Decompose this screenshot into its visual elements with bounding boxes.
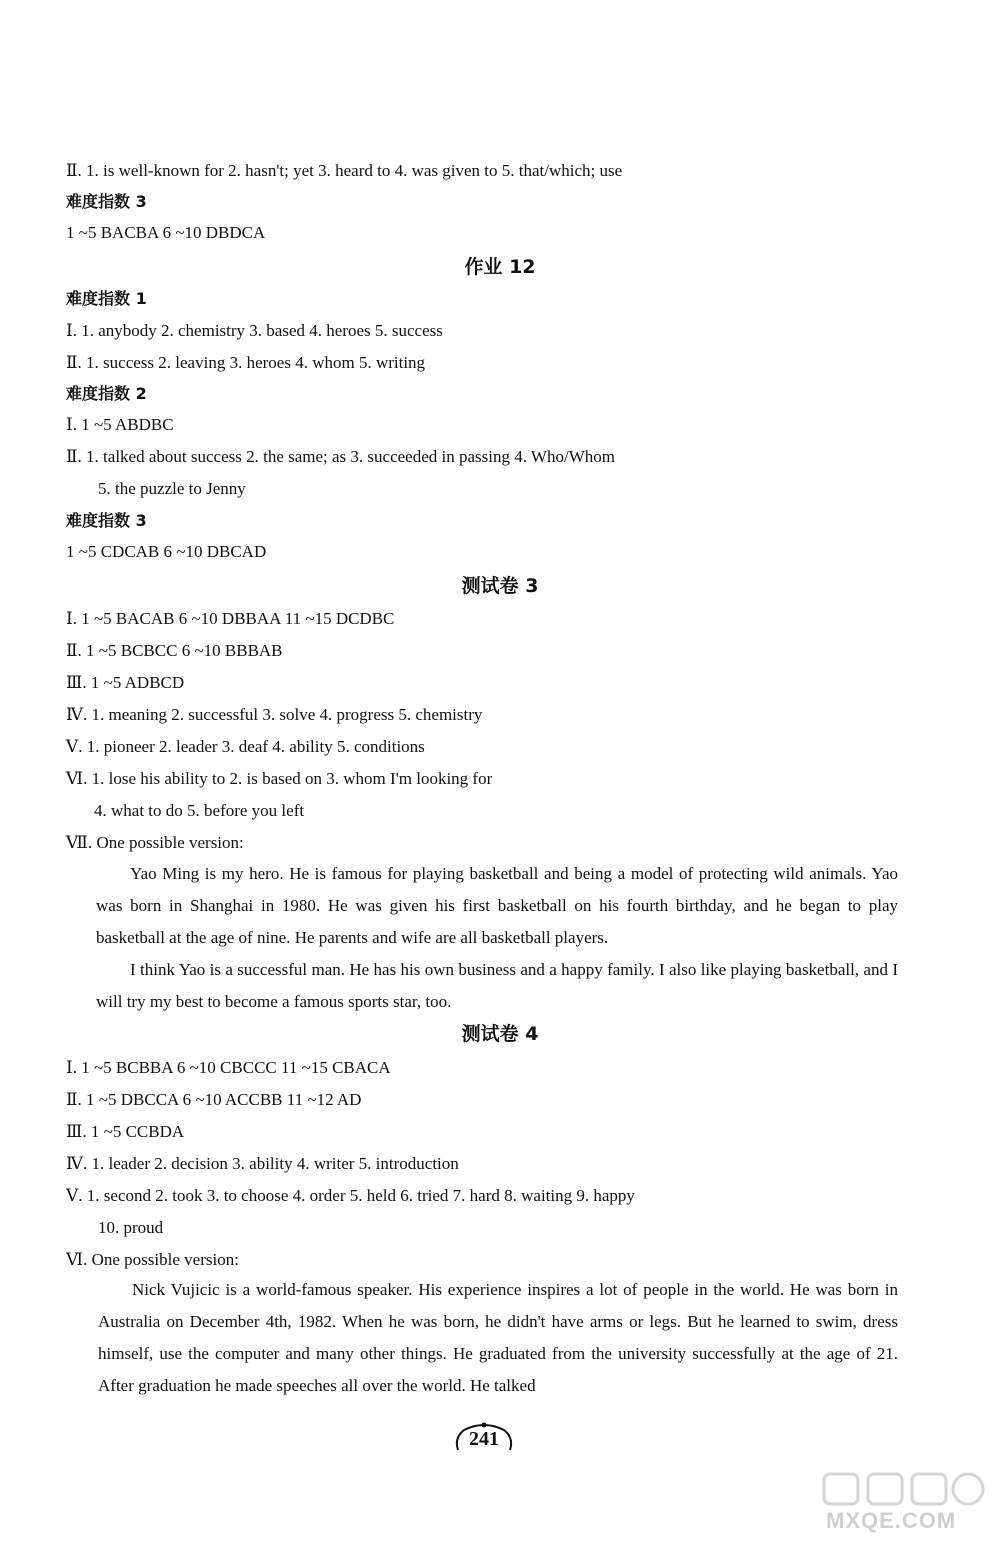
essay-paragraph: Yao Ming is my hero. He is famous for playing basketball and being a model of protecting wild animals. Yao was born in Shanghai in 1980. He was given his first basketball on his fourth birthday, and he began to play basketball at the age of nine. He parents and wife are all basketball players. bbox=[96, 864, 898, 947]
answer-line: Ⅲ. 1 ~5 ADBCD bbox=[66, 673, 185, 692]
watermark-logo bbox=[818, 1470, 998, 1540]
answer-line: Ⅳ. 1. meaning 2. successful 3. solve 4. progress 5. chemistry bbox=[66, 705, 483, 724]
page-number-text: 241 bbox=[469, 1428, 499, 1450]
answer-line: Ⅴ. 1. pioneer 2. leader 3. deaf 4. ability 5. conditions bbox=[66, 737, 425, 756]
difficulty-label: 难度指数 3 bbox=[66, 511, 147, 530]
difficulty-label: 难度指数 3 bbox=[66, 192, 147, 211]
essay-yao-ming bbox=[96, 858, 898, 1018]
answer-line: 1 ~5 BACBA 6 ~10 DBDCA bbox=[66, 223, 266, 242]
answer-line: Ⅱ. 1 ~5 DBCCA 6 ~10 ACCBB 11 ~12 AD bbox=[66, 1090, 362, 1109]
essay-paragraph: I think Yao is a successful man. He has his own business and a happy family. I also like playing basketball, and I will try my best to become a famous sports star, too. bbox=[96, 960, 898, 1011]
essay-nick-vujicic bbox=[98, 1274, 898, 1402]
section-title: 测试卷 3 bbox=[461, 575, 539, 597]
answer-line: Ⅱ. 1. success 2. leaving 3. heroes 4. whom 5. writing bbox=[66, 353, 426, 372]
answer-line: Ⅱ. 1 ~5 BCBCC 6 ~10 BBBAB bbox=[66, 641, 283, 660]
answer-line: Ⅳ. 1. leader 2. decision 3. ability 4. writer 5. introduction bbox=[66, 1154, 459, 1173]
page-number bbox=[452, 1422, 516, 1456]
answer-line: Ⅰ. 1 ~5 BACAB 6 ~10 DBBAA 11 ~15 DCDBC bbox=[66, 609, 395, 628]
answer-line: Ⅱ. 1. talked about success 2. the same; as 3. succeeded in passing 4. Who/Whom bbox=[66, 447, 615, 466]
watermark-icon bbox=[818, 1470, 998, 1510]
answer-line: 5. the puzzle to Jenny bbox=[98, 479, 246, 498]
difficulty-label: 难度指数 1 bbox=[66, 289, 147, 308]
answer-line: 10. proud bbox=[98, 1218, 164, 1237]
answer-line: 4. what to do 5. before you left bbox=[94, 801, 305, 820]
answer-line: Ⅰ. 1 ~5 BCBBA 6 ~10 CBCCC 11 ~15 CBACA bbox=[66, 1058, 391, 1077]
answer-line: Ⅰ. 1. anybody 2. chemistry 3. based 4. heroes 5. success bbox=[66, 321, 443, 340]
difficulty-label: 难度指数 2 bbox=[66, 384, 147, 403]
answer-line: Ⅵ. 1. lose his ability to 2. is based on 3. whom I'm looking for bbox=[66, 769, 493, 788]
section-title: 作业 12 bbox=[464, 256, 536, 278]
answer-line: Ⅰ. 1 ~5 ABDBC bbox=[66, 415, 174, 434]
answer-line: 1 ~5 CDCAB 6 ~10 DBCAD bbox=[66, 542, 267, 561]
answer-line: Ⅱ. 1. is well-known for 2. hasn't; yet 3. heard to 4. was given to 5. that/which; use bbox=[66, 161, 623, 180]
answer-line: Ⅴ. 1. second 2. took 3. to choose 4. order 5. held 6. tried 7. hard 8. waiting 9. happy bbox=[66, 1186, 635, 1205]
answer-line: Ⅵ. One possible version: bbox=[66, 1250, 239, 1269]
watermark-text: MXQE.COM bbox=[826, 1508, 957, 1533]
essay-paragraph: Nick Vujicic is a world-famous speaker. His experience inspires a lot of people in the world. He was born in Australia on December 4th, 1982. When he was born, he didn't have arms or legs. But he learned to swim, dress himself, use the computer and many other things. He graduated from the university successfully at the age of 21. After graduation he made speeches all over the world. He talked bbox=[98, 1280, 898, 1395]
answer-line: Ⅲ. 1 ~5 CCBDA bbox=[66, 1122, 185, 1141]
answer-line: Ⅶ. One possible version: bbox=[66, 833, 244, 852]
section-title: 测试卷 4 bbox=[461, 1023, 539, 1045]
